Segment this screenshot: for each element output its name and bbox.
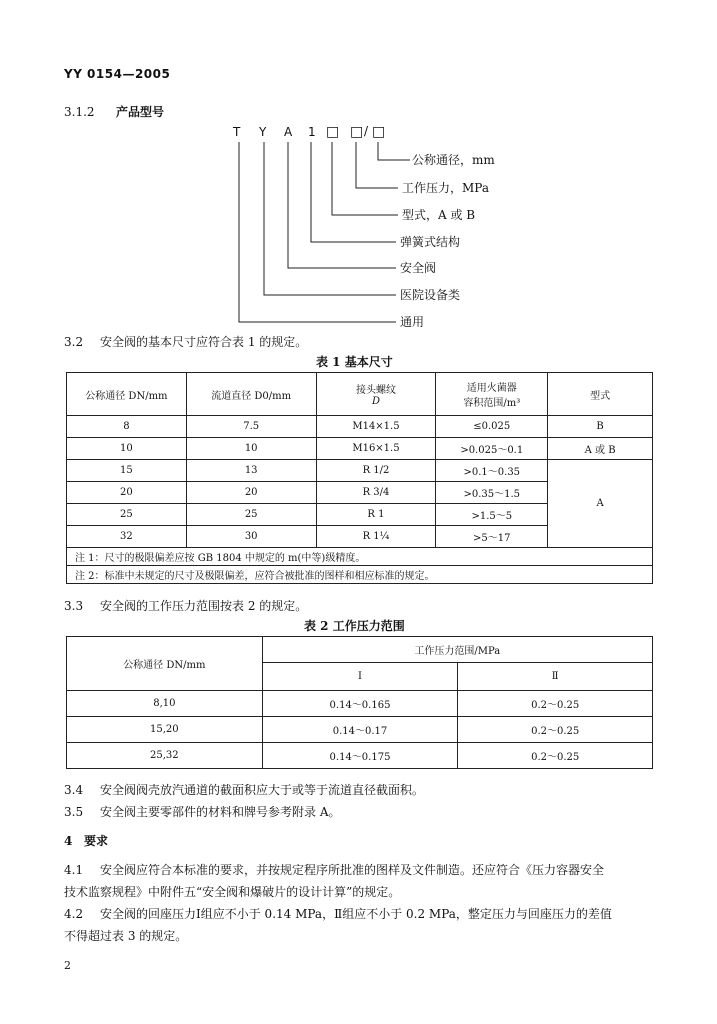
section-3-4-number: 3.4 [64, 783, 84, 797]
t1-header-volume-label: 适用火菌器 [466, 383, 517, 394]
t1-volume: >5～17 [436, 526, 548, 548]
t1-volume: >0.025～0.1 [436, 438, 548, 460]
t1-d0: 20 [186, 482, 316, 504]
table-basic-dimensions [66, 372, 653, 584]
t2-header-range: 工作压力范围/MPa [262, 637, 652, 663]
section-4-2-line-1: 安全阀的回座压力Ⅰ组应不小于 0.14 MPa，Ⅱ组应不小于 0.2 MPa，整定压力与回座压力的差值 [100, 907, 612, 921]
t1-thread: R 1 [316, 504, 436, 526]
t1-d0: 30 [186, 526, 316, 548]
t2-dn: 15,20 [67, 717, 263, 743]
table-row [67, 691, 653, 717]
section-3-5-text: 安全阀主要零部件的材料和牌号参考附录 A。 [100, 805, 341, 819]
code-placeholder-pressure: □ [350, 124, 364, 140]
t1-dn: 32 [67, 526, 187, 548]
t1-d0: 10 [186, 438, 316, 460]
t1-header-type: 型式 [548, 373, 653, 416]
t1-header-volume-range: 容积范围/m³ [463, 398, 521, 409]
t1-thread: M16×1.5 [316, 438, 436, 460]
t1-header-volume [436, 373, 548, 416]
t1-volume: >0.35～1.5 [436, 482, 548, 504]
code-digit-1: 1 [308, 125, 316, 139]
t1-dn: 15 [67, 460, 187, 482]
table-1-note-row [67, 548, 653, 566]
label-safety-valve: 安全阀 [400, 261, 437, 275]
table-1-caption: 表 1 基本尺寸 [316, 355, 393, 369]
t1-d0: 25 [186, 504, 316, 526]
standard-number: YY 0154—2005 [64, 67, 171, 81]
code-slash: / [364, 124, 369, 138]
table-1-header-row [67, 373, 653, 416]
leader-structure [311, 142, 396, 242]
t1-header-thread-label: 接头螺纹 [355, 385, 396, 396]
table-row [67, 438, 653, 460]
section-4-number: 4 [64, 834, 73, 848]
t1-header-dn: 公称通径 DN/mm [67, 373, 187, 416]
label-general: 通用 [400, 315, 425, 329]
section-4-1-line-1: 安全阀应符合本标准的要求，并按规定程序所批准的图样及文件制造。还应符合《压力容器安全 [100, 863, 605, 877]
table-working-pressure [66, 636, 653, 769]
section-4-title: 要求 [84, 834, 109, 848]
table-1-note-2: 注 2：标准中未规定的尺寸及极限偏差，应符合被批准的图样和相应标准的规定。 [67, 566, 653, 584]
t1-d0: 7.5 [186, 416, 316, 438]
leader-type [332, 142, 398, 215]
section-4-2-number: 4.2 [64, 907, 84, 921]
table-row [67, 416, 653, 438]
section-4-1-number: 4.1 [64, 863, 84, 877]
t1-volume: >1.5～5 [436, 504, 548, 526]
leader-hospital [264, 142, 396, 295]
t1-thread: R 1¼ [316, 526, 436, 548]
t1-dn: 10 [67, 438, 187, 460]
t1-thread: M14×1.5 [316, 416, 436, 438]
t2-group-2: 0.2～0.25 [458, 743, 653, 769]
section-3-2-number: 3.2 [64, 335, 84, 349]
label-working-pressure: 工作压力，MPa [402, 181, 489, 195]
t1-volume: >0.1～0.35 [436, 460, 548, 482]
page-number: 2 [64, 959, 71, 972]
t2-group-2: 0.2～0.25 [458, 717, 653, 743]
section-3-3-text: 安全阀的工作压力范围按表 2 的规定。 [100, 599, 308, 613]
code-letter-a: A [284, 125, 293, 139]
t1-dn: 25 [67, 504, 187, 526]
table-2-caption: 表 2 工作压力范围 [304, 619, 405, 633]
t2-header-dn: 公称通径 DN/mm [67, 637, 263, 691]
t1-volume: ≤0.025 [436, 416, 548, 438]
leader-valve [288, 142, 396, 268]
label-spring-structure: 弹簧式结构 [400, 235, 461, 249]
table-1-note-1: 注 1：尺寸的极限偏差应按 GB 1804 中规定的 m(中等)级精度。 [67, 548, 653, 566]
section-3-1-2-title: 产品型号 [116, 105, 165, 119]
code-placeholder-type: □ [326, 124, 340, 140]
leader-diameter [378, 142, 410, 160]
t1-thread: R 3/4 [316, 482, 436, 504]
t2-header-group-1: Ⅰ [262, 663, 458, 691]
label-nominal-diameter: 公称通径，mm [412, 153, 495, 167]
t1-header-d0: 流道直径 D0/mm [186, 373, 316, 416]
t2-group-1: 0.14～0.175 [262, 743, 458, 769]
section-3-3-number: 3.3 [64, 599, 84, 613]
section-3-1-2-number: 3.1.2 [64, 105, 95, 119]
t1-header-thread-symbol: D [371, 396, 380, 407]
code-placeholder-diameter: □ [372, 124, 386, 140]
t1-header-thread [316, 373, 436, 416]
t1-type: B [548, 416, 653, 438]
t1-dn: 8 [67, 416, 187, 438]
label-hospital-equipment: 医院设备类 [400, 288, 461, 302]
t2-dn: 8,10 [67, 691, 263, 717]
t2-header-group-2: Ⅱ [458, 663, 653, 691]
table-row [67, 460, 653, 482]
leader-pressure [356, 142, 398, 188]
t2-group-1: 0.14～0.17 [262, 717, 458, 743]
table-row [67, 743, 653, 769]
code-letter-t: T [233, 125, 241, 139]
table-2-header-row [67, 637, 653, 663]
section-3-4-text: 安全阀阀壳放汽通道的截面积应大于或等于流道直径截面积。 [100, 783, 425, 797]
t1-d0: 13 [186, 460, 316, 482]
section-3-5-number: 3.5 [64, 805, 84, 819]
t2-dn: 25,32 [67, 743, 263, 769]
code-letter-y: Y [259, 125, 267, 139]
t1-dn: 20 [67, 482, 187, 504]
designation-diagram [0, 0, 717, 340]
t2-group-1: 0.14～0.165 [262, 691, 458, 717]
label-type: 型式，A 或 B [402, 208, 476, 222]
table-1-note-row [67, 566, 653, 584]
section-4-1-line-2: 技术监察规程》中附件五“安全阀和爆破片的设计计算”的规定。 [64, 885, 401, 899]
t1-type-merged: A [548, 460, 653, 548]
section-4-2-line-2: 不得超过表 3 的规定。 [64, 929, 188, 943]
section-3-2-text: 安全阀的基本尺寸应符合表 1 的规定。 [100, 335, 308, 349]
t1-thread: R 1/2 [316, 460, 436, 482]
t2-group-2: 0.2～0.25 [458, 691, 653, 717]
t1-type: A 或 B [548, 438, 653, 460]
table-row [67, 717, 653, 743]
